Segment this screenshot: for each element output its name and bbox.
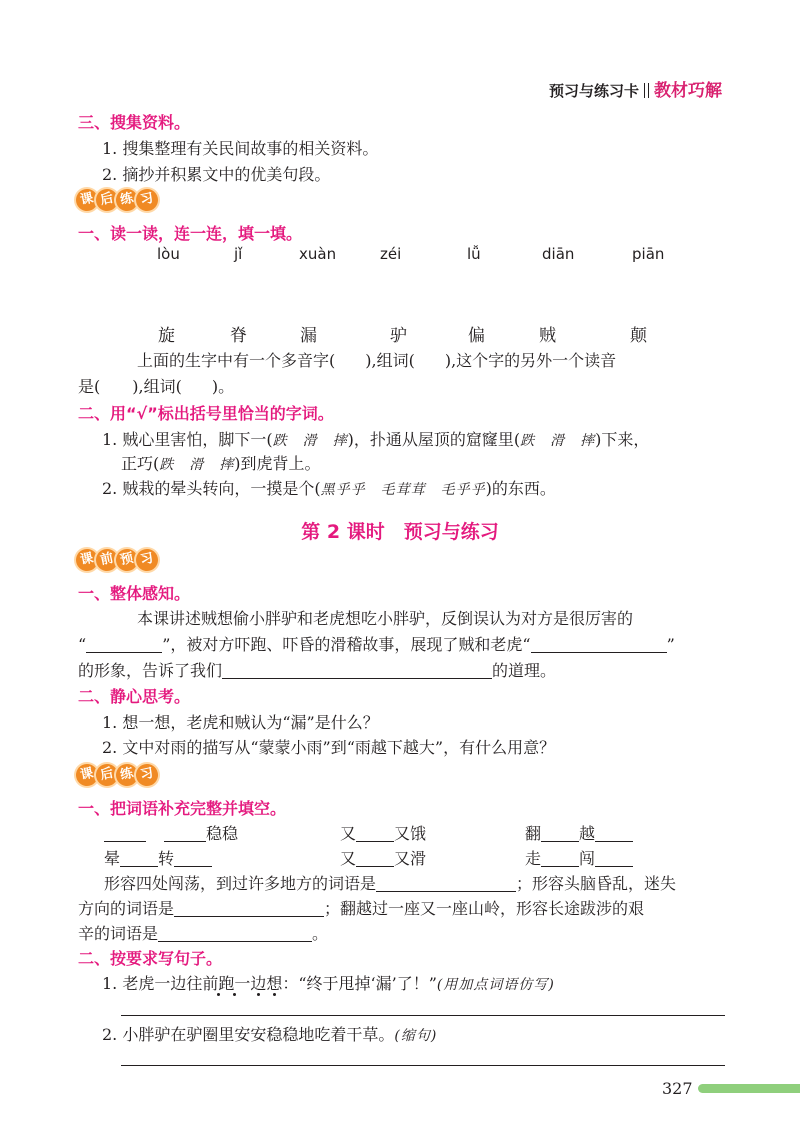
answer-line-2[interactable] (121, 1065, 725, 1066)
sentence-q1: 1. 老虎一边往前跑一边想：“终于甩掉‘漏’了！”(用加点词语仿写) (102, 974, 555, 993)
hanzi-6: 贼 (539, 326, 556, 346)
pinyin-6: diān (542, 245, 575, 263)
fill-line-3: 辛的词语是 。 (78, 924, 329, 943)
pinyin-5: lǚ (467, 245, 481, 263)
answer-line-1[interactable] (121, 1015, 725, 1016)
overview-line-1: 本课讲述贼想偷小胖驴和老虎想吃小胖驴，反倒误认为对方是很厉害的 (137, 609, 634, 628)
options-3[interactable]: 跌 滑 摔 (159, 457, 235, 473)
check-line-1: 1. 贼心里害怕，脚下一(跌 滑 摔)，扑通从屋顶的窟窿里(跌 滑 摔)下来， (102, 430, 650, 449)
emphasis-dot (217, 993, 220, 996)
blank-w9[interactable] (541, 852, 579, 867)
blank-s2[interactable] (174, 902, 324, 917)
emphasis-dot (273, 993, 276, 996)
lesson-title: 第 2 课时 预习与练习 (301, 521, 499, 543)
blank-w1[interactable] (104, 827, 146, 842)
header-separator (644, 83, 649, 98)
emphasis-dot (257, 993, 260, 996)
word-row-1c: 翻 越 (525, 821, 633, 844)
collect-item-2: 2. 摘抄并积累文中的优美句段。 (102, 165, 331, 184)
overview-line-3: 的形象，告诉了我们 的道理。 (78, 661, 557, 680)
think-item-2: 2. 文中对雨的描写从“蒙蒙小雨”到“雨越下越大”，有什么用意？ (102, 738, 556, 757)
options-2[interactable]: 跌 滑 摔 (520, 433, 596, 449)
options-4[interactable]: 黑乎乎 毛茸茸 毛乎乎 (320, 482, 486, 498)
fill-line-1: 形容四处闯荡，到过许多地方的词语是 ；形容头脑昏乱，迷失 (104, 874, 677, 893)
blank-w6[interactable] (120, 852, 158, 867)
page-number-bar (698, 1084, 800, 1093)
fill-line-2: 方向的词语是 ；翻越过一座又一座山岭，形容长途跋涉的艰 (78, 899, 645, 918)
options-1[interactable]: 跌 滑 摔 (272, 433, 348, 449)
blank-s1[interactable] (376, 877, 516, 892)
section-title-think: 二、静心思考。 (78, 687, 191, 706)
header-brand: 教材巧解 (654, 81, 722, 101)
section-title-check-mark: 二、用“√”标出括号里恰当的字词。 (78, 404, 334, 423)
blank-w4[interactable] (541, 827, 579, 842)
overview-line-2: “ ”，被对方吓跑、吓昏的滑稽故事，展现了贼和老虎“ ” (78, 635, 675, 654)
badge-before-class: 课 前 预 习 (76, 548, 156, 572)
section-title-complete-words: 一、把词语补充完整并填空。 (78, 799, 287, 818)
check-line-3: 2. 贼栽的晕头转向，一摸是个(黑乎乎 毛茸茸 毛乎乎)的东西。 (102, 479, 556, 498)
check-line-2: 正巧(跌 滑 摔)到虎背上。 (121, 454, 321, 473)
blank-w3[interactable] (356, 827, 394, 842)
pinyin-1: lòu (157, 245, 180, 263)
hanzi-3: 漏 (300, 326, 317, 346)
hanzi-5: 偏 (468, 326, 485, 346)
hanzi-7: 颠 (630, 326, 647, 346)
word-row-2c: 走 闯 (525, 846, 633, 869)
polyphone-line-1: 上面的生字中有一个多音字( ),组词( ),这个字的另外一个读音 (137, 351, 617, 370)
blank-misread[interactable] (86, 638, 162, 653)
section-title-overview: 一、整体感知。 (78, 584, 191, 603)
section-title-read-link-fill: 一、读一读，连一连，填一填。 (78, 224, 303, 243)
word-row-1a: 稳稳 (104, 821, 238, 844)
sentence-q2: 2. 小胖驴在驴圈里安安稳稳地吃着干草。(缩句) (102, 1025, 438, 1044)
pinyin-7: piān (632, 245, 665, 263)
blank-w10[interactable] (595, 852, 633, 867)
hanzi-2: 脊 (230, 326, 247, 346)
hanzi-4: 驴 (390, 326, 407, 346)
think-item-1: 1. 想一想，老虎和贼认为“漏”是什么？ (102, 713, 379, 732)
blank-image[interactable] (531, 638, 667, 653)
blank-s3[interactable] (158, 927, 312, 942)
pinyin-4: zéi (380, 245, 402, 263)
emphasis-dot (233, 993, 236, 996)
section-title-collect: 三、搜集资料。 (78, 113, 191, 132)
blank-lesson[interactable] (222, 664, 492, 679)
section-title-write-sentences: 二、按要求写句子。 (78, 949, 223, 968)
word-row-2b: 又 又滑 (340, 849, 427, 868)
badge-after-class-2: 课 后 练 习 (76, 763, 156, 787)
blank-w2[interactable] (164, 827, 206, 842)
blank-w5[interactable] (595, 827, 633, 842)
pinyin-3: xuàn (299, 245, 337, 263)
word-row-2a: 晕 转 (104, 846, 212, 869)
page-header (549, 76, 722, 101)
page-number: 327 (662, 1079, 693, 1098)
header-series: 预习与练习卡 (548, 82, 639, 100)
blank-w7[interactable] (174, 852, 212, 867)
blank-w8[interactable] (356, 852, 394, 867)
polyphone-line-2: 是( ),组词( )。 (78, 377, 235, 396)
word-row-1b: 又 又饿 (340, 824, 427, 843)
collect-item-1: 1. 搜集整理有关民间故事的相关资料。 (102, 139, 379, 158)
badge-after-class: 课 后 练 习 (76, 188, 156, 212)
hanzi-1: 旋 (158, 326, 175, 346)
pinyin-2: jǐ (234, 245, 243, 263)
